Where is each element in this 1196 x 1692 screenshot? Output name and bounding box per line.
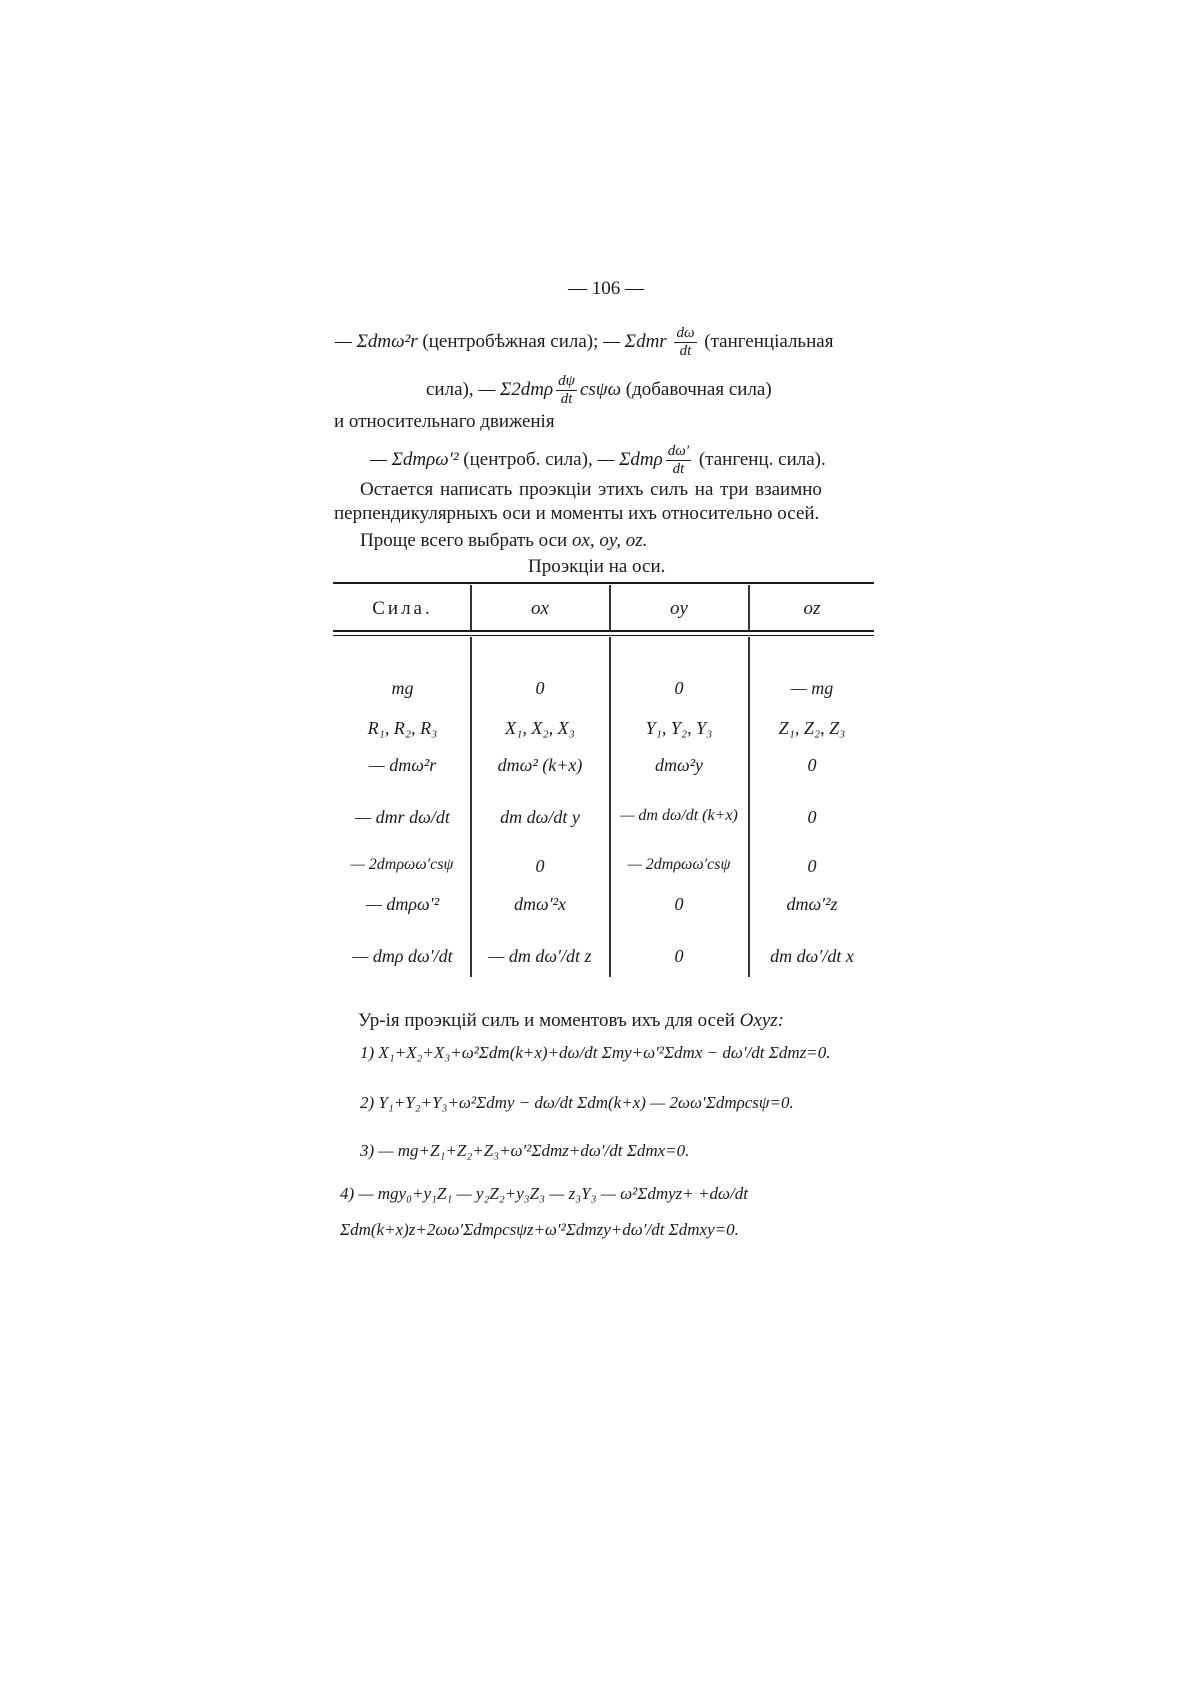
table-cell: dmω² (k+x) — [497, 755, 583, 775]
table-cell: 0 — [535, 856, 545, 876]
table-cell: mg — [391, 678, 414, 698]
word-sila: сила), — [426, 378, 474, 400]
header-ox: ox — [531, 598, 549, 619]
table-header-rule-1 — [333, 630, 874, 632]
table-cell: dm dω′/dt x — [770, 946, 854, 966]
table-cell: 0 — [807, 755, 817, 775]
table-cell: Y₁, Y₂, Y₃ — [645, 718, 713, 738]
table-caption: Проэкціи на оси. — [528, 556, 666, 577]
table-cell: — mg — [790, 678, 834, 698]
word-tangential: (тангенціальная — [704, 330, 834, 352]
table-top-rule — [333, 582, 874, 584]
table-header-rule-2 — [333, 635, 874, 636]
page-number: — 106 — — [568, 278, 644, 299]
table-cell: dmω′²x — [513, 894, 567, 914]
word-additional: (добавочная сила) — [625, 378, 772, 400]
table-cell: — dmρ dω′/dt — [352, 946, 453, 966]
word-centrifugal: (центробѣжная сила); — [422, 330, 599, 352]
equations-title-axes: Oxyz: — [739, 1010, 784, 1031]
table-cell: — dmr dω/dt — [355, 807, 450, 827]
header-force: Сила. — [372, 598, 433, 619]
axes-choice-symbols: ox, oy, oz. — [571, 530, 648, 551]
word-tang-short: (тангенц. сила). — [698, 448, 826, 470]
table-cell: 0 — [807, 856, 817, 876]
table-cell: dmω′²z — [786, 894, 838, 914]
force-line-2: сила), — Σ2dmρ $\frac{d\psi}{dt}$ csψω (добавочная сила) — [426, 373, 772, 407]
table-cell: — dm dω/dt (k+x) — [620, 807, 738, 824]
table-cell: 0 — [674, 894, 684, 914]
table-cell: — 2dmρωω′csψ — [350, 856, 454, 873]
equations-title — [358, 1010, 784, 1032]
relative-motion-line: и относительнаго движенія — [334, 411, 555, 432]
force-line-3: — Σdmρω′² (центроб. сила), — Σdmρ $\frac{d\omega'}{dt}$ (тангенц. сила). — [370, 443, 826, 477]
table-cell: X₁, X₂, X₃ — [505, 718, 575, 738]
table-cell: — dm dω′/dt z — [488, 946, 592, 966]
table-cell: 0 — [674, 678, 684, 698]
table-cell: — dmρω′² — [365, 894, 440, 914]
word-centr-short: (центроб. сила), — [463, 448, 593, 470]
equation-1: 1) X₁+X₂+X₃+ω²Σdm(k+x)+dω/dt Σmy+ω′²Σdmx − dω′/dt Σdmz=0. — [360, 1043, 831, 1062]
paragraph-line-2: перпендикулярныхъ оси и моменты ихъ относительно осей. — [334, 503, 820, 524]
table-cell: dmω²y — [654, 755, 704, 775]
table-cell: 0 — [535, 678, 545, 698]
table-cell: — dmω²r — [368, 755, 437, 775]
equation-2: 2) Y₁+Y₂+Y₃+ω²Σdmy − dω/dt Σdm(k+x) — 2ωω′Σdmρcsψ=0. — [360, 1093, 794, 1112]
force-line-1: — Σdmω²r (центробѣжная сила); — Σdmr $\frac{d\omega}{dt}$ (тангенціальная — [335, 325, 834, 359]
table-cell: — 2dmρωω′csψ — [627, 856, 731, 873]
header-oz: oz — [803, 598, 821, 619]
paragraph-line-1: Остается написать проэкціи этихъ силъ на три взаимно — [360, 479, 822, 500]
header-oy: oy — [670, 598, 688, 619]
table-cell: dm dω/dt y — [500, 807, 580, 827]
table-cell: Z₁, Z₂, Z₃ — [778, 718, 846, 738]
table-cell: R₁, R₂, R₃ — [367, 718, 438, 738]
equations-title-text: Ур-ія проэкцій силъ и моментовъ ихъ для осей — [358, 1010, 735, 1031]
paragraph-line-3 — [360, 530, 647, 552]
equation-3: 3) — mg+Z₁+Z₂+Z₃+ω′²Σdmz+dω′/dt Σdmx=0. — [360, 1141, 690, 1160]
table-cell: 0 — [807, 807, 817, 827]
equation-4: 4) — mgy₀+y₁Z₁ — y₂Z₂+y₃Z₃ — z₃Y₃ — ω²Σdmyz+ +dω/dt Σdm(k+x)z+2ωω′Σdmρcsψz+ω′²Σdmzy+dω′/dt Σdmxy=0. — [340, 1184, 748, 1239]
table-cell: 0 — [674, 946, 684, 966]
axes-choice-text: Проще всего выбрать оси — [360, 530, 568, 551]
